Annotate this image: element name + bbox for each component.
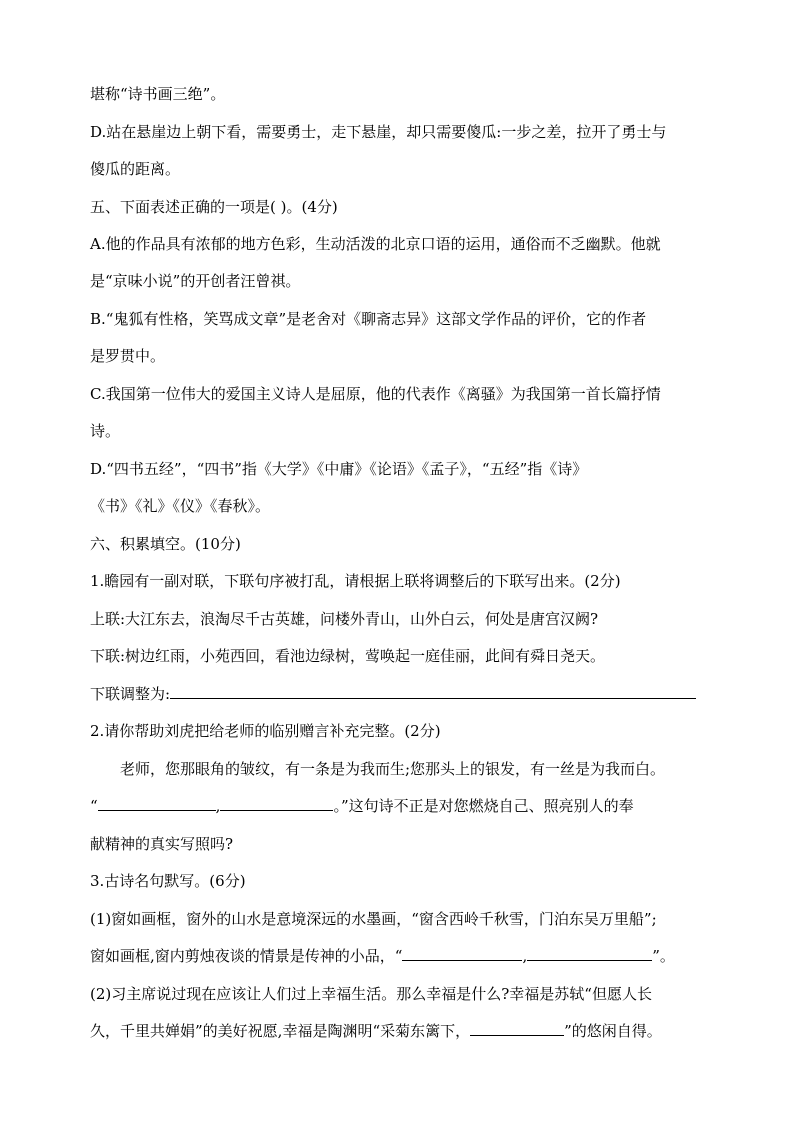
subquestion-2: 2.请你帮助刘虎把给老师的临别赠言补充完整。(2分) [90,722,441,740]
open-quote: “ [90,797,98,815]
subquestion-1: 1.瞻园有一副对联，下联句序被打乱，请根据上联将调整后的下联写出来。(2分) [90,572,621,590]
answer-blank[interactable] [170,684,696,699]
fill-blank[interactable] [470,1021,564,1036]
option-d2-line-1: D.“四书五经”，“四书”指《大学》《中庸》《论语》《孟子》，“五经”指《诗》 [90,460,588,478]
option-c-line-1: C.我国第一位伟大的爱国主义诗人是屈原，他的代表作《离骚》为我国第一首长篇抒情 [90,385,661,403]
happiness-text: 久，千里共婵娟”的美好祝愿,幸福是陶渊明“采菊东篱下， [90,1022,471,1040]
question-6-title: 六、积累填空。(10分) [90,535,241,553]
option-d-line-2: 傻瓜的距离。 [90,160,181,178]
text-line: 堪称“诗书画三绝”。 [90,85,226,103]
option-c-line-2: 诗。 [90,422,121,440]
fill-row-text: 。”这句诗不正是对您燃烧自己、照亮别人的奉 [333,797,634,815]
happiness-line-1: (2)习主席说过现在应该让人们过上幸福生活。那么幸福是什么?幸福是苏轼“但愿人长 [90,985,652,1003]
poem-fill-row [90,946,675,966]
option-d-line-1: D.站在悬崖边上朝下看，需要勇士，走下悬崖，却只需要傻瓜:一步之差，拉开了勇士与 [90,123,667,141]
option-d2-line-2: 《书》《礼》《仪》《春秋》。 [90,497,271,515]
option-b-line-2: 是罗贯中。 [90,347,166,365]
comma: , [522,947,528,965]
option-b-line-1: B.“鬼狐有性格，笑骂成文章”是老舍对《聊斋志异》这部文学作品的评价，它的作者 [90,310,647,328]
fill-row-2: 献精神的真实写照吗? [90,835,234,853]
close-quote: ”。 [652,947,675,965]
option-a-line-2: 是“京味小说”的开创者汪曾祺。 [90,272,301,290]
comma: , [215,797,221,815]
answer-line-row [90,684,696,704]
fill-blank[interactable] [527,946,652,961]
happiness-end: ”的悠闲自得。 [564,1022,662,1040]
poem-fill-text: 窗如画框,窗内剪烛夜谈的情景是传神的小品，“ [90,947,403,965]
farewell-text: 老师，您那眼角的皱纹，有一条是为我而生;您那头上的银发，有一丝是为我而白。 [120,760,666,778]
answer-label: 下联调整为: [90,685,171,703]
fill-blank[interactable] [402,946,522,961]
happiness-line-2 [90,1021,662,1041]
option-a-line-1: A.他的作品具有浓郁的地方色彩，生动活泼的北京口语的运用，通俗而不乏幽默。他就 [90,235,661,253]
fill-row-1 [90,796,634,816]
subquestion-3: 3.古诗名句默写。(6分) [90,872,246,890]
couplet-lower: 下联:树边红雨，小苑西回，看池边绿树，莺唤起一庭佳丽，此间有舜日尧天。 [90,647,606,665]
question-5-title: 五、下面表述正确的一项是( )。(4分) [90,198,338,216]
couplet-upper: 上联:大江东去，浪淘尽千古英雄，问楼外青山，山外白云，何处是唐宫汉阙? [90,610,599,628]
fill-blank[interactable] [220,796,333,811]
poem-line-1: (1)窗如画框，窗外的山水是意境深远的水墨画，“窗含西岭千秋雪，门泊东吴万里船”; [90,910,657,928]
fill-blank[interactable] [98,796,216,811]
